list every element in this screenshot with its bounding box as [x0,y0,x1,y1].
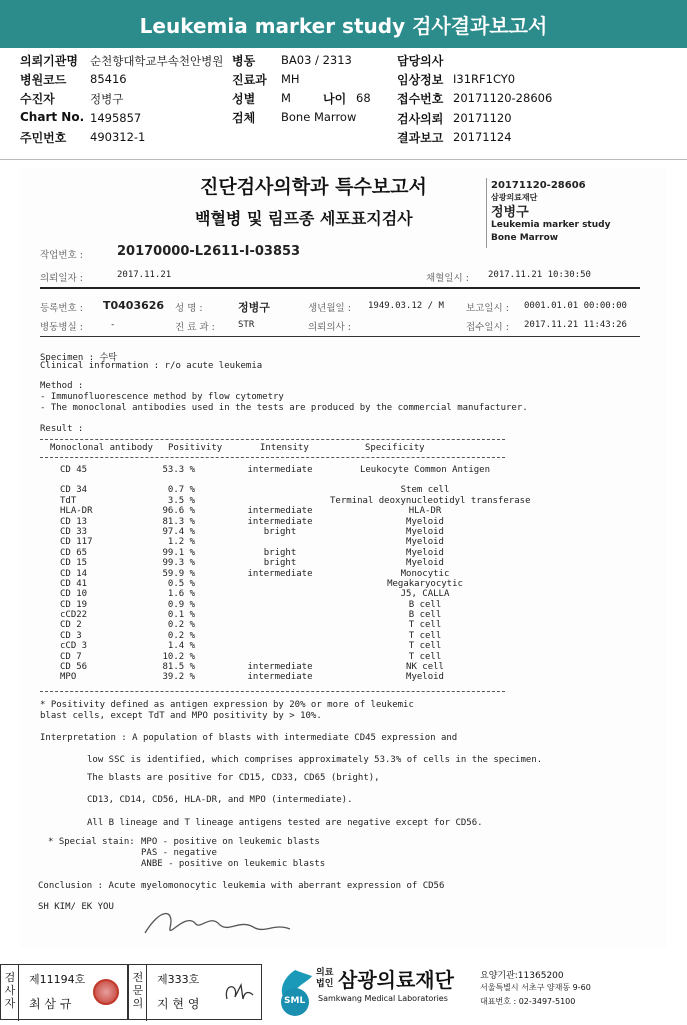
cell-specificity: Megakaryocytic [387,578,463,589]
cell-intensity: intermediate [247,662,313,673]
work-no-label: 작업번호 : [40,250,83,261]
cell-antibody: CD 65 [60,547,88,558]
stain-line-1: MPO - positive on leukemic blasts [141,837,320,847]
cell-specificity: B cell [408,599,442,610]
cell-specificity: Stem cell [400,485,450,496]
sml-logo-text: SML [284,996,306,1006]
stain-label: * Special stain: [48,837,135,847]
method-line-1: - Immunofluorescence method by flow cytometry [40,392,284,402]
cell-specificity: NK cell [406,662,444,673]
rrn-value: 490312-1 [90,130,146,144]
table-row [40,600,510,610]
cell-positivity: 53.3 % [162,465,195,475]
cell-positivity: 39.2 % [162,672,195,683]
table-row [40,537,510,547]
receipt-label: 접수번호 [397,92,444,106]
sml-logo-icon [270,966,320,1018]
doctor-signature-box [128,964,262,1020]
reg-no: T0403626 [103,299,165,312]
col-specificity: Specificity [365,443,425,453]
col-positivity: Positivity [168,443,223,453]
table-row [40,495,531,506]
cell-antibody: CD 14 [60,568,88,579]
cell-antibody: CD 117 [60,537,93,548]
clinical-value: I31RF1CY0 [453,72,516,86]
cell-specificity: Myeloid [406,558,444,569]
doctor-signature-icon [221,979,255,1005]
org-english: Samkwang Medical Laboratories [318,994,448,1003]
method-label: Method : [40,381,84,391]
cell-specificity: Myeloid [406,672,444,683]
table-row [40,569,510,579]
note-line-2: blast cells, except TdT and MPO positivity by > 10%. [40,711,322,721]
table-row [40,620,510,630]
report-title: Leukemia marker study 검사결과보고서 [139,13,548,38]
cell-positivity: 0.2 % [167,630,195,641]
cell-specificity: Myeloid [406,547,444,558]
table-row [40,548,510,558]
work-no: 20170000-L2611-I-03853 [117,244,301,259]
cell-intensity: intermediate [247,672,313,683]
cell-antibody: CD 3 [60,630,82,641]
table-row [40,631,510,641]
cell-antibody: CD 13 [60,516,88,527]
col-antibody: Monoclonal antibody [50,443,153,453]
institution-label: 의뢰기관명 [20,54,78,68]
dob-label: 생년월일 : [308,303,351,314]
stamp-name: 정병구 [491,205,529,220]
dept-value: MH [281,72,300,86]
tech-signature-box [0,964,128,1020]
tech-license: 제11194호 [29,973,86,986]
doctor-vertical-text: 전문의 [132,971,144,1010]
stamp-specimen: Bone Marrow [491,233,559,243]
cell-positivity: 0.5 % [167,578,195,589]
divider-mid [40,336,640,337]
patient-value: 정병구 [90,92,124,106]
specimen-line: Specimen : 수탁 [40,353,117,363]
sex-label: 성별 [232,92,256,106]
cell-positivity: 97.4 % [162,526,195,537]
result-table-body [40,465,531,683]
cell-specificity: T cell [408,630,442,641]
ward-value: BA03 / 2313 [281,53,352,67]
dept-label: 진료과 [232,73,267,87]
org-name: 삼광의료재단 [338,968,454,992]
cell-positivity: 0.2 % [167,620,195,631]
interpretation-line-5: All B lineage and T lineage antigens tested are negative except for CD56. [87,818,483,828]
dept-label-doc: 진 료 과 : [175,322,215,333]
cell-antibody: CD 33 [60,526,88,537]
cell-positivity: 1.2 % [167,537,195,548]
cell-antibody: CD 45 [60,465,88,475]
cell-antibody: cCD22 [60,610,88,621]
cell-positivity: 1.6 % [167,589,195,600]
table-row [40,517,510,527]
sex-value: M [281,91,291,105]
cell-specificity: T cell [408,641,442,652]
table-row [40,641,510,651]
contact-line-1: 요양기관:11365200 [480,971,564,981]
cell-antibody: TdT [60,495,77,506]
cell-antibody: cCD 3 [60,641,88,652]
table-row [40,506,510,516]
result-table-header [40,443,500,455]
request-label: 검사의뢰 [397,112,444,126]
cell-antibody: CD 7 [60,651,82,662]
cell-intensity: intermediate [247,465,313,475]
report-date-label: 결과보고 [397,131,444,145]
receipt-value: 20171120-28606 [453,91,553,105]
cell-positivity: 59.9 % [162,568,195,579]
tech-vertical-text: 검사자 [4,971,16,1010]
cell-specificity: Myeloid [406,537,444,548]
signature-footer [0,962,687,1022]
signers: SH KIM/ EK YOU [38,902,114,912]
scanned-report [20,168,667,948]
req-date-label: 의뢰일자 : [40,273,83,284]
cell-intensity: bright [263,526,297,537]
dept-value-doc: STR [238,320,255,330]
cell-antibody: CD 10 [60,589,88,600]
report-title-bar [0,0,687,48]
cell-specificity: T cell [408,651,442,662]
cell-positivity: 99.3 % [162,558,195,569]
age-value: 68 [356,91,371,105]
doctor-label-doc: 의뢰의사 : [308,322,351,333]
table-row [40,662,510,672]
req-date: 2017.11.21 [117,270,172,280]
hospital-code-label: 병원코드 [20,73,67,87]
cell-specificity: Myeloid [406,526,444,537]
patient-info-panel [0,48,687,160]
cell-specificity: Monocytic [400,568,450,579]
physician-signature-icon [140,903,310,943]
dob-value: 1949.03.12 / M [368,301,444,311]
clinical-label: 임상정보 [397,73,444,87]
cell-antibody: CD 56 [60,662,88,673]
cell-positivity: 99.1 % [162,547,195,558]
cell-intensity: intermediate [247,568,313,579]
stamp-org: 삼광의료재단 [491,193,538,202]
recv-value: 2017.11.21 11:43:26 [524,320,627,330]
interpretation-line-3: The blasts are positive for CD15, CD33, CD65 (bright), [87,773,380,783]
table-row [40,558,510,568]
doctor-license: 제333호 [157,973,200,986]
cell-intensity: intermediate [247,516,313,527]
chart-label: Chart No. [20,110,85,124]
cell-specificity: T cell [408,620,442,631]
cell-antibody: CD 41 [60,578,88,589]
table-row [40,527,510,537]
collect-value: 2017.11.21 10:30:50 [488,270,591,280]
age-label: 나이 [323,92,347,106]
table-rule-header [40,457,505,458]
name-label: 성 명 : [175,303,203,314]
cell-specificity: Leukocyte Common Antigen [359,465,491,475]
cell-positivity: 3.5 % [167,495,195,506]
tech-seal-icon [93,979,119,1005]
contact-line-3: 대표번호 : 02-3497-5100 [480,997,576,1006]
cell-positivity: 96.6 % [162,506,195,517]
stain-line-2: PAS - negative [141,848,217,858]
result-label: Result : [40,424,84,434]
ward-label-doc: 병동병실 : [40,322,83,333]
institution-value: 순천향대학교부속천안병원 [90,54,224,68]
rrn-label: 주민번호 [20,131,67,145]
ward-value-doc: - [110,320,116,330]
hospital-code-value: 85416 [90,72,127,86]
doc-title-sub: 백혈병 및 림프종 세포표지검사 [195,209,413,228]
col-intensity: Intensity [260,443,309,453]
cell-antibody: CD 2 [60,620,82,631]
conclusion: Conclusion : Acute myelomonocytic leukemia with aberrant expression of CD56 [38,881,445,891]
request-value: 20171120 [453,111,512,125]
cell-specificity: HLA-DR [408,506,442,517]
cell-intensity: intermediate [247,506,313,517]
doc-title-main: 진단검사의학과 특수보고서 [200,176,427,198]
chart-value: 1495857 [90,111,142,125]
ward-label: 병동 [232,54,256,68]
doctor-label: 담당의사 [397,54,444,68]
stain-line-3: ANBE - positive on leukemic blasts [141,859,326,869]
table-row [40,485,510,495]
tech-name: 최 삼 규 [29,997,72,1011]
name-value: 정병구 [238,301,270,314]
recv-label: 접수일시 : [466,322,509,333]
table-row [40,652,510,662]
report-dt-value: 0001.01.01 00:00:00 [524,301,627,311]
report-date-value: 20171124 [453,130,512,144]
contact-line-2: 서울특별시 서초구 양재동 9-60 [480,983,591,992]
interpretation-line-4: CD13, CD14, CD56, HLA-DR, and MPO (intermediate). [87,795,353,805]
note-line-1: * Positivity defined as antigen expression by 20% or more of leukemic [40,700,414,710]
cell-antibody: CD 34 [60,485,88,496]
cell-positivity: 0.7 % [167,485,195,496]
interpretation-line-2: low SSC is identified, which comprises approximately 53.3% of cells in the specimen. [87,755,543,765]
table-rule-bottom [40,691,505,692]
table-row [40,579,510,589]
cell-antibody: CD 19 [60,599,88,610]
cell-specificity: Terminal deoxynucleotidyl transferase [330,495,531,506]
specimen-value: Bone Marrow [281,110,357,124]
org-small-label: 의료 법인 [316,968,334,989]
cell-positivity: 1.4 % [167,641,195,652]
patient-label: 수진자 [20,92,55,106]
cell-positivity: 81.5 % [162,662,195,673]
interpretation-line-1: Interpretation : A population of blasts with intermediate CD45 expression and [40,733,458,743]
cell-positivity: 0.1 % [167,610,195,621]
table-row [40,610,510,620]
cell-positivity: 81.3 % [162,516,195,527]
cell-positivity: 10.2 % [162,651,195,662]
cell-specificity: Myeloid [406,516,444,527]
cell-antibody: HLA-DR [60,506,93,517]
table-rule-top [40,439,505,440]
table-row [40,465,510,475]
cell-positivity: 0.9 % [167,599,195,610]
collect-label: 채혈일시 : [426,273,469,284]
method-line-2: - The monoclonal antibodies used in the tests are produced by the commercial manufacturer. [40,403,528,413]
cell-specificity: J5, CALLA [400,589,450,600]
table-row [40,589,510,599]
cell-antibody: MPO [60,672,77,683]
cell-specificity: B cell [408,610,442,621]
table-row [40,672,510,682]
doctor-name: 지 현 영 [157,997,200,1011]
reg-no-label: 등록번호 : [40,303,83,314]
report-dt-label: 보고일시 : [466,303,509,314]
clinical-line: Clinical information : r/o acute leukemia [40,361,263,371]
stamp-test: Leukemia marker study [491,220,611,230]
cell-antibody: CD 15 [60,558,88,569]
cell-intensity: bright [263,547,297,558]
doctor-vertical-label [129,965,147,1021]
specimen-label: 검체 [232,111,256,125]
stamp-number: 20171120-28606 [491,180,586,191]
patient-stamp [486,178,630,248]
divider-top [40,287,640,289]
tech-vertical-label [1,965,19,1021]
cell-intensity: bright [263,558,297,569]
